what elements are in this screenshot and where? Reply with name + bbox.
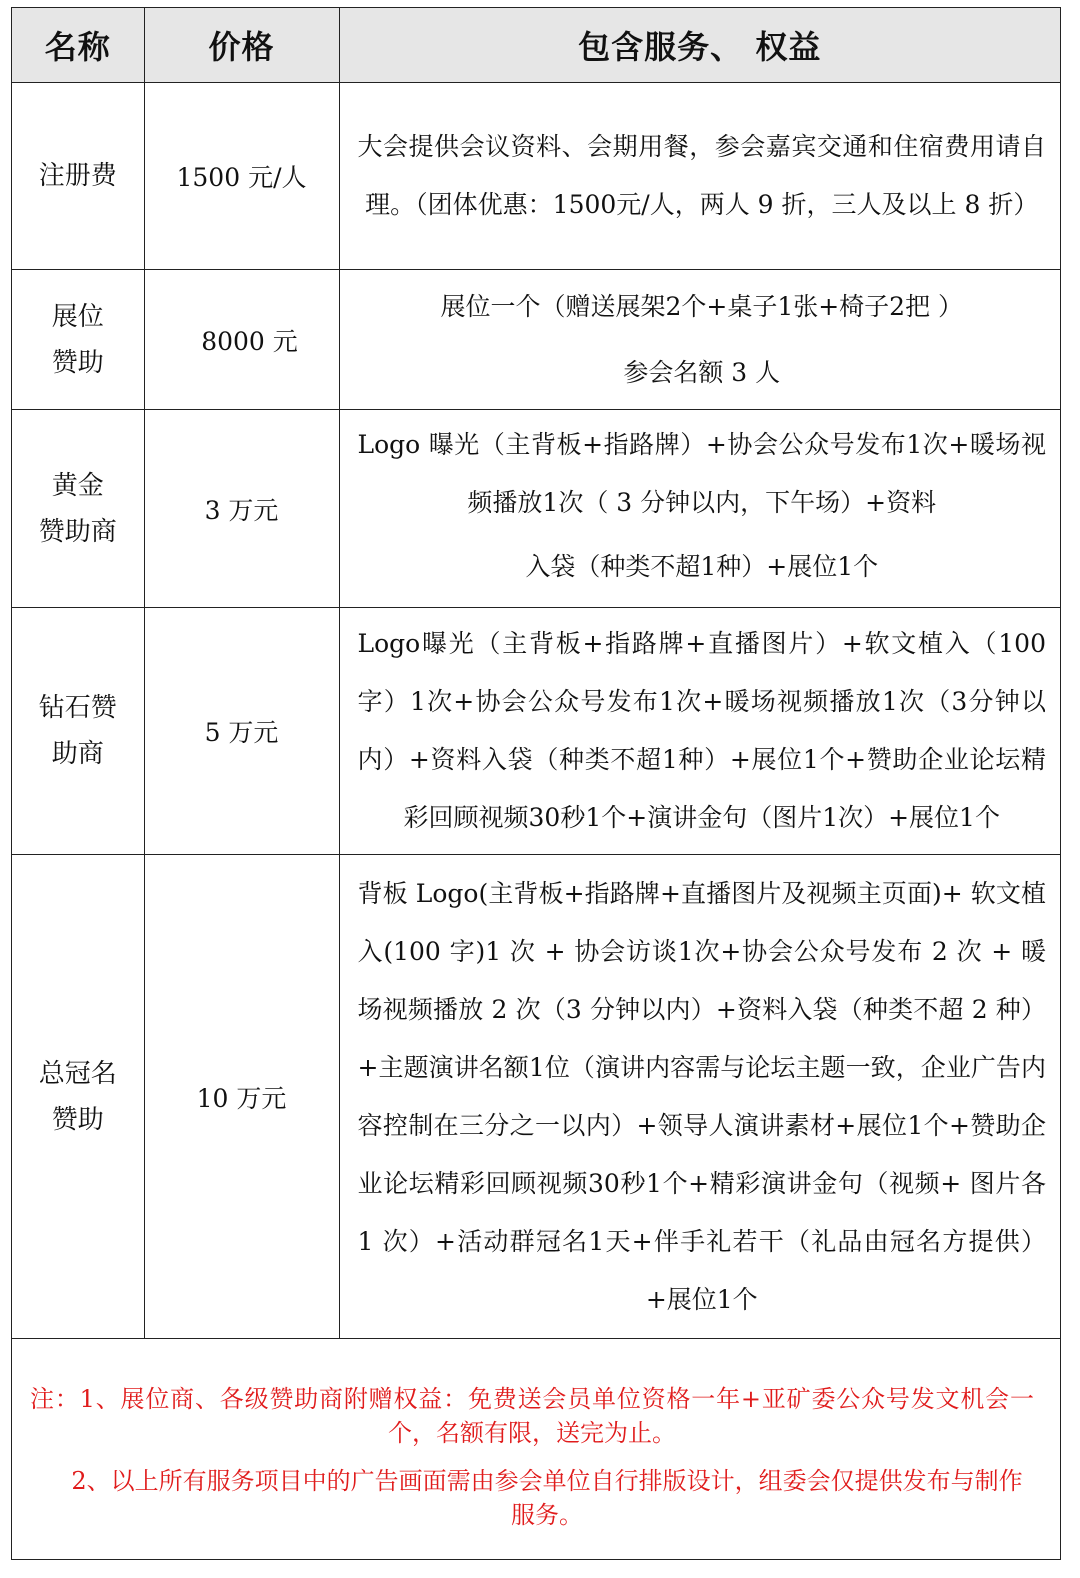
- tier-services-text: Logo 曝光（主背板+指路牌）+协会公众号发布1次+暖场视频播放1次（ 3 分钟以内，下午场）+资料: [357, 429, 1046, 517]
- table-row-gold: [12, 410, 1060, 608]
- sponsorship-price-sheet: [11, 7, 1061, 1560]
- tier-name-line: 赞助: [51, 1104, 104, 1135]
- sponsorship-table: [12, 8, 1060, 1339]
- tier-name: [12, 855, 144, 1339]
- tier-services: [339, 83, 1060, 270]
- note-1: 注：1、展位商、各级赞助商附赠权益：免费送会员单位资格一年+亚矿委公众号发文机会一个，名额有限，送完为止。: [30, 1385, 1034, 1447]
- tier-services-text: 大会提供会议资料、会期用餐，参会嘉宾交通和住宿费用请自理。（团体优惠：1500元/人，两人 9 折，三人及以上 8 折）: [357, 132, 1046, 219]
- table-row-title-sponsor: [12, 855, 1060, 1339]
- header-price: 价格: [144, 8, 339, 83]
- tier-name: [12, 608, 144, 855]
- tier-name-line: 展位: [51, 301, 104, 332]
- tier-services: [339, 608, 1060, 855]
- tier-name: [12, 410, 144, 608]
- notes-section: [12, 1342, 1060, 1559]
- header-services: 包含服务、 权益: [339, 8, 1060, 83]
- tier-services: [339, 410, 1060, 608]
- tier-name-line: 赞助商: [38, 516, 117, 547]
- tier-services-text: 背板 Logo(主背板+指路牌+直播图片及视频主页面)+ 软文植入(100 字)1 次 + 协会访谈1次+协会公众号发布 2 次 + 暖场视频播放 2 次（3 分钟以内）+资料入袋（种类不超 2 种）+主题演讲名额1位（演讲内容需与论坛主题一致，企业广告内容控制在三分之一以内）+领导人演讲素材+展位1个+赞助企业论坛精彩回顾视频30秒1个+精彩演讲金句（视频+ 图片各 1 次）+活动群冠名1天+伴手礼若干（礼品由冠名方提供）+展位1个: [357, 878, 1046, 1314]
- header-row: [12, 8, 1060, 83]
- tier-name-line: 总冠名: [38, 1058, 117, 1089]
- tier-name: [12, 83, 144, 270]
- tier-services-text: 入袋（种类不超1种）+展位1个: [525, 551, 879, 581]
- tier-name: [12, 270, 144, 410]
- tier-name-line: 助商: [51, 739, 104, 769]
- tier-name-line: 注册费: [38, 161, 117, 191]
- tier-services-text: Logo曝光（主背板+指路牌+直播图片）+软文植入（100 字）1次+协会公众号发布1次+暖场视频播放1次（3分钟以内）+资料入袋（种类不超1种）+展位1个+赞助企业论坛精彩回顾视频30秒1个+演讲金句（图片1次）+展位1个: [357, 629, 1046, 832]
- table-row-booth: [12, 270, 1060, 410]
- table-row-registration: [12, 83, 1060, 270]
- header-name: 名称: [12, 8, 144, 83]
- tier-name-line: 赞助: [51, 347, 104, 378]
- tier-price: 5 万元: [144, 608, 339, 855]
- tier-price: 8000 元: [144, 270, 339, 410]
- tier-services-text: 展位一个（赠送展架2个+桌子1张+椅子2把 ）: [440, 291, 964, 321]
- table-row-diamond: [12, 608, 1060, 855]
- tier-price: 10 万元: [144, 855, 339, 1339]
- tier-name-line: 黄金: [51, 470, 104, 501]
- tier-price: 3 万元: [144, 410, 339, 608]
- tier-services: [339, 855, 1060, 1339]
- tier-services: [339, 270, 1060, 410]
- tier-services-text: 参会名额 3 人: [623, 357, 781, 387]
- tier-name-line: 钻石赞: [38, 693, 117, 723]
- tier-price: 1500 元/人: [144, 83, 339, 270]
- note-2: 2、以上所有服务项目中的广告画面需由参会单位自行排版设计，组委会仅提供发布与制作服务。: [71, 1467, 1023, 1529]
